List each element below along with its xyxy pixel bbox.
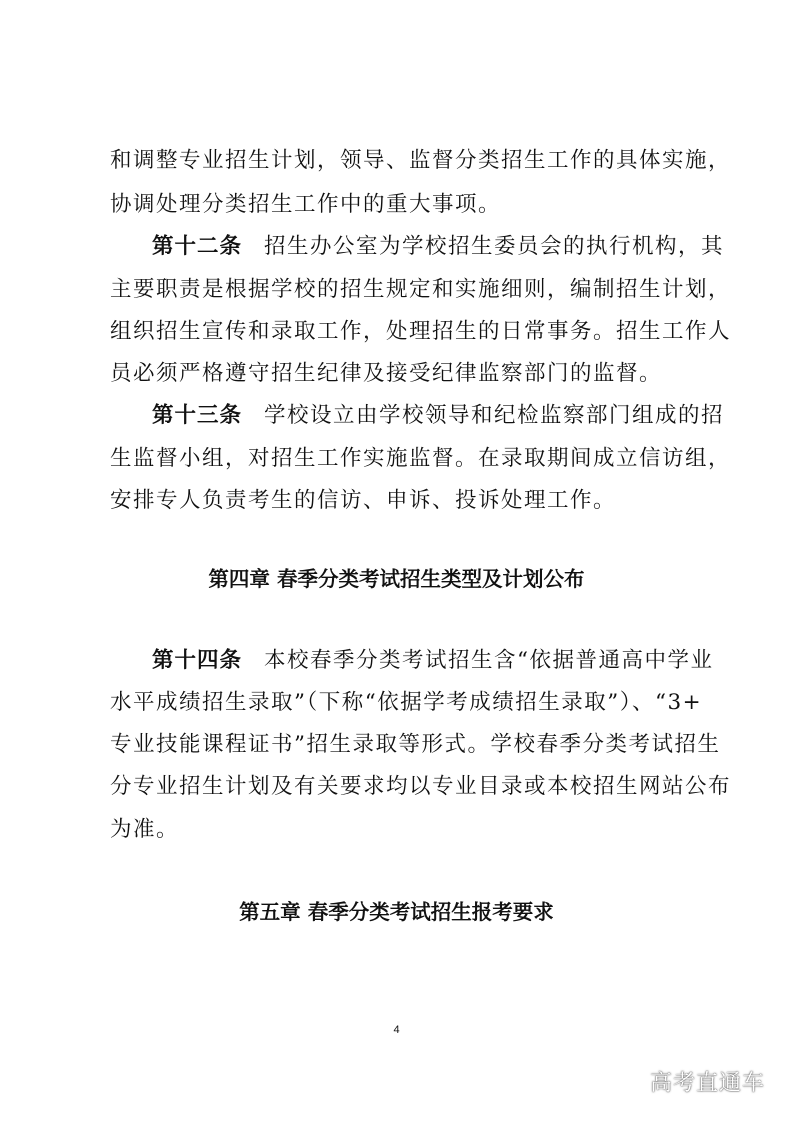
paragraph-line: 分专业招生计划及有关要求均以专业目录或本校招生网站公布	[110, 774, 732, 799]
page-number: 4	[393, 1024, 400, 1036]
article-12-text: 招生办公室为学校招生委员会的执行机构，其	[264, 234, 725, 259]
chapter-5-heading: 第五章 春季分类考试招生报考要求	[239, 900, 554, 924]
paragraph-line: 生监督小组，对招生工作实施监督。在录取期间成立信访组，	[110, 446, 732, 471]
article-13-number: 第十三条	[152, 403, 243, 428]
chapter-4-heading: 第四章 春季分类考试招生类型及计划公布	[208, 567, 585, 591]
paragraph-line: 安排专人负责考生的信访、申诉、投诉处理工作。	[110, 488, 617, 513]
paragraph-line: 和调整专业招生计划，领导、监督分类招生工作的具体实施，	[110, 148, 732, 173]
article-12-number: 第十二条	[152, 234, 243, 259]
paragraph-line: 水平成绩招生录取”（下称“依据学考成绩招生录取”）、“3+	[110, 690, 703, 715]
paragraph-line: 员必须严格遵守招生纪律及接受纪律监察部门的监督。	[110, 361, 663, 386]
article-14-first-line	[152, 646, 742, 676]
article-14-number: 第十四条	[152, 648, 243, 673]
paragraph-line: 组织招生宣传和录取工作，处理招生的日常事务。招生工作人	[110, 319, 732, 344]
article-12-first-line	[152, 232, 742, 262]
paragraph-line: 专业技能课程证书”招生录取等形式。学校春季分类考试招生	[110, 732, 721, 757]
paragraph-line: 协调处理分类招生工作中的重大事项。	[110, 192, 502, 217]
article-13-first-line	[152, 401, 742, 431]
article-13-text: 学校设立由学校领导和纪检监察部门组成的招	[264, 403, 725, 428]
article-14-text: 本校春季分类考试招生含“依据普通高中学业	[264, 648, 714, 673]
watermark-logo: 高考直通车	[649, 1071, 765, 1096]
paragraph-line: 主要职责是根据学校的招生规定和实施细则，编制招生计划，	[110, 277, 732, 302]
paragraph-line: 为准。	[110, 817, 180, 842]
